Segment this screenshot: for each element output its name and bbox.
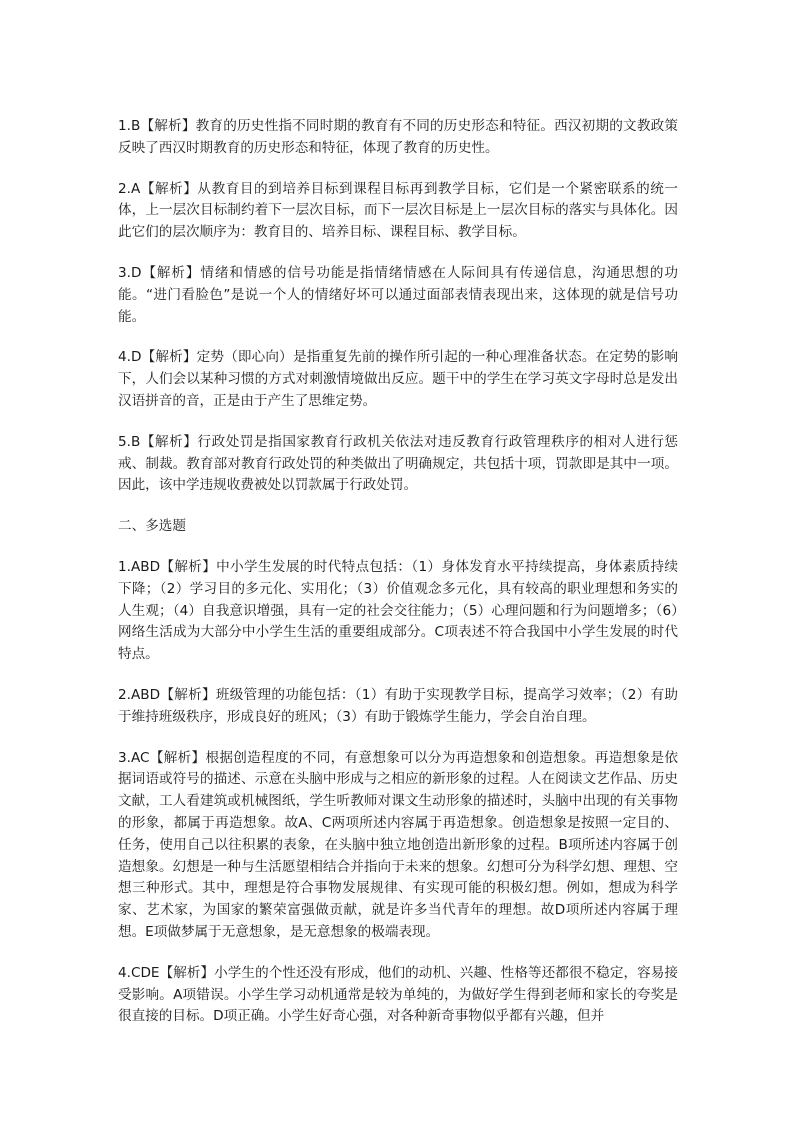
single-choice-answer-4: 4.D【解析】定势（即心向）是指重复先前的操作所引起的一种心理准备状态。在定势的影响下，人们会以某种习惯的方式对刺激情境做出反应。题干中的学生在学习英文字母时总是发出汉语拼音的音，正是由于产生了思维定势。 (118, 349, 678, 409)
section-heading-multiple-choice: 二、多选题 (118, 518, 186, 535)
single-choice-answer-1: 1.B【解析】教育的历史性指不同时期的教育有不同的历史形态和特征。西汉初期的文教政策反映了西汉时期教育的历史形态和特征，体现了教育的历史性。 (118, 118, 678, 156)
multiple-choice-answer-4: 4.CDE【解析】小学生的个性还没有形成，他们的动机、兴趣、性格等还都很不稳定，容易接受影响。A项错误。小学生学习动机通常是较为单纯的，为做好学生得到老师和家长的夸奖是很直接的目标。D项正确。小学生好奇心强，对各种新奇事物似乎都有兴趣，但并 (118, 964, 678, 1025)
multiple-choice-answer-2: 2.ABD【解析】班级管理的功能包括：（1）有助于实现教学目标，提高学习效率；（2）有助于维持班级秩序，形成良好的班风；（3）有助于锻炼学生能力，学会自治自理。 (118, 686, 678, 725)
answer-explanations (118, 116, 678, 1047)
single-choice-answer-3: 3.D【解析】情绪和情感的信号功能是指情绪情感在人际间具有传递信息，沟通思想的功能。“进门看脸色”是说一个人的情绪好坏可以通过面部表情表现出来，这体现的就是信号功能。 (118, 264, 678, 325)
single-choice-answer-5: 5.B【解析】行政处罚是指国家教育行政机关依法对违反教育行政管理秩序的相对人进行惩戒、制裁。教育部对教育行政处罚的种类做出了明确规定，共包括十项，罚款即是其中一项。因此，该中学违规收费被处以罚款属于行政处罚。 (118, 433, 678, 494)
multiple-choice-answer-1: 1.ABD【解析】中小学生发展的时代特点包括：（1）身体发育水平持续提高，身体素质持续下降；（2）学习目的多元化、实用化；（3）价值观念多元化，具有较高的职业理想和务实的人生观；（4）自我意识增强，具有一定的社会交往能力；（5）心理问题和行为问题增多；（6）网络生活成为大部分中小学生生活的重要组成部分。C项表述不符合我国中小学生发展的时代特点。 (118, 558, 678, 663)
single-choice-answer-2: 2.A【解析】从教育目的到培养目标到课程目标再到教学目标，它们是一个紧密联系的统一体，上一层次目标制约着下一层次目标，而下一层次目标是上一层次目标的落实与具体化。因此它们的层次顺序为：教育目的、培养目标、课程目标、教学目标。 (118, 180, 678, 241)
multiple-choice-answer-3: 3.AC【解析】根据创造程度的不同，有意想象可以分为再造想象和创造想象。再造想象是依据词语或符号的描述、示意在头脑中形成与之相应的新形象的过程。人在阅读文艺作品、历史文献，工人看建筑或机械图纸，学生听教师对课文生动形象的描述时，头脑中出现的有关事物的形象，都属于再造想象。故A、C两项所述内容属于再造想象。创造想象是按照一定目的、任务，使用自己以往积累的表象，在头脑中独立地创造出新形象的过程。B项所述内容属于创造想象。幻想是一种与生活愿望相结合并指向于未来的想象。幻想可分为科学幻想、理想、空想三种形式。其中，理想是符合事物发展规律、有实现可能的积极幻想。例如，想成为科学家、艺术家，为国家的繁荣富强做贡献，就是许多当代青年的理想。故D项所述内容属于理想。E项做梦属于无意想象，是无意想象的极端表现。 (118, 749, 678, 940)
